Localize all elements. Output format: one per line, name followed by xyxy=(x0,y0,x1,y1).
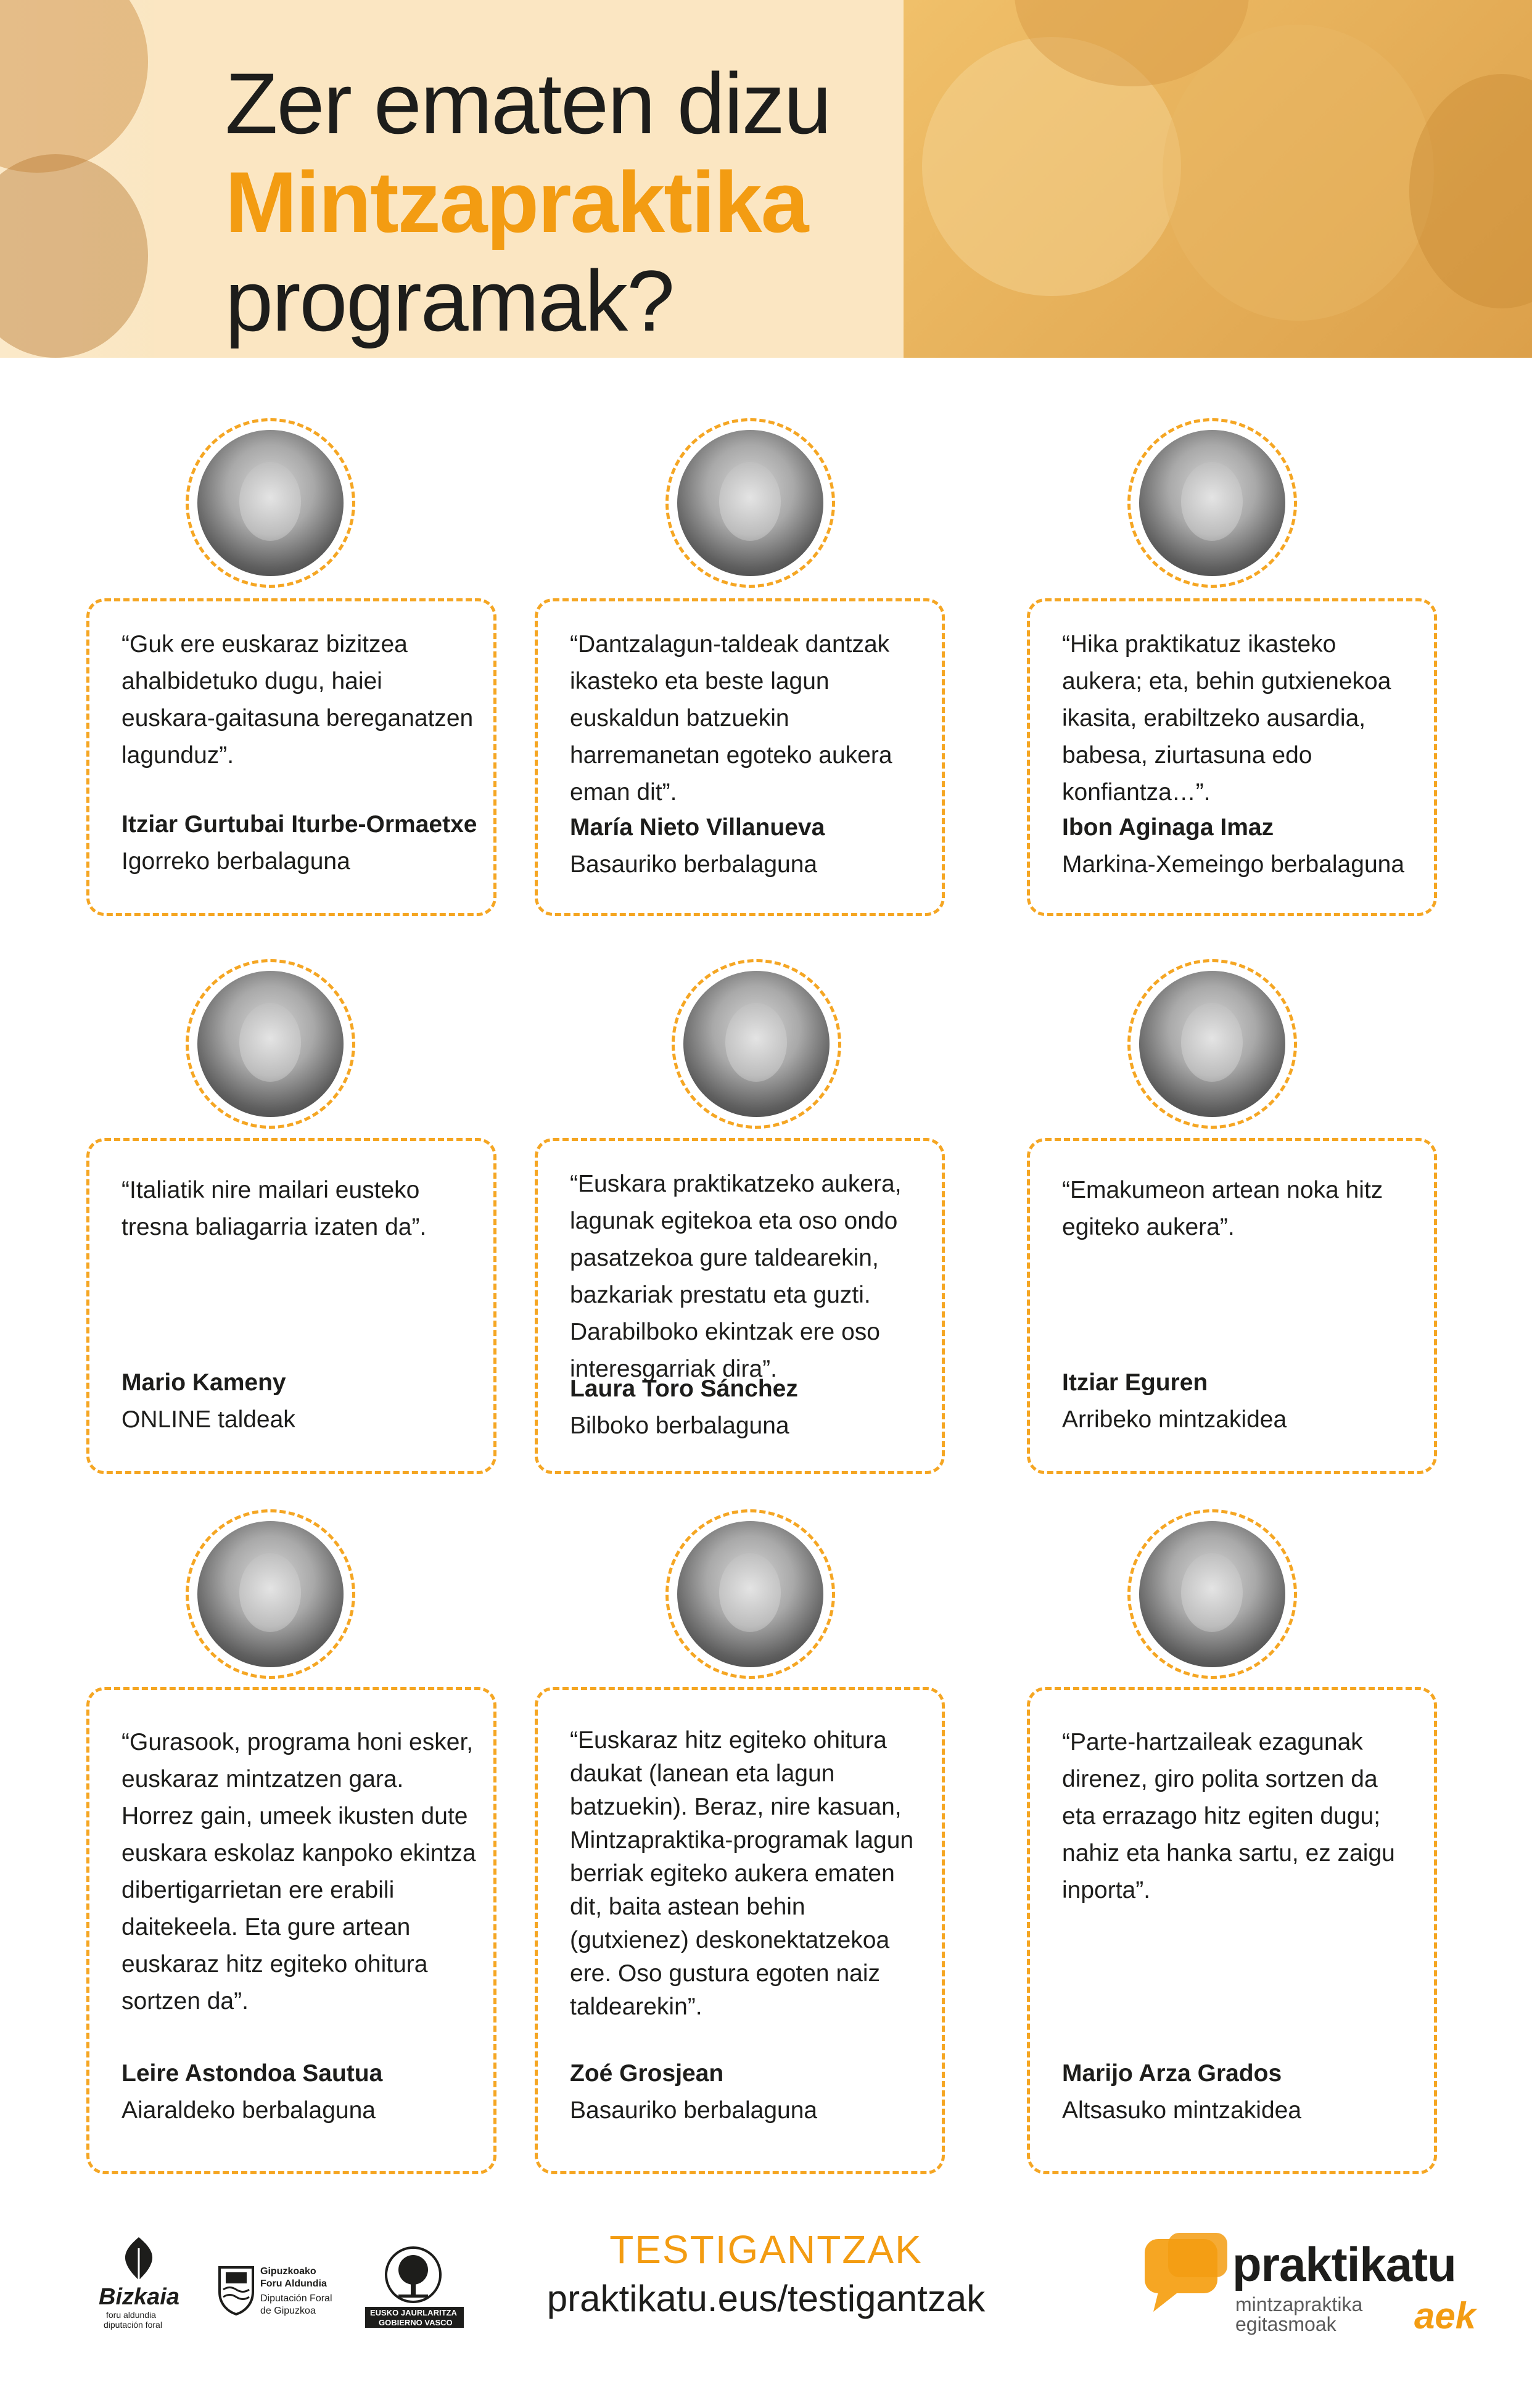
bizkaia-sub2: diputación foral xyxy=(104,2320,162,2330)
testimonial-name: Itziar Gurtubai Iturbe-Ormaetxe xyxy=(121,811,477,838)
tree-emblem-icon xyxy=(382,2245,444,2304)
bizkaia-name: Bizkaia xyxy=(99,2284,179,2310)
header-photo-collage-left xyxy=(0,0,154,358)
gipuzkoa-line2: Foru Aldundia xyxy=(260,2278,327,2289)
page-title-line1: Zer ematen dizu xyxy=(225,55,831,152)
eusko-line2: GOBIERNO VASCO xyxy=(379,2318,453,2327)
testimonial-card xyxy=(535,1138,945,1474)
avatar-zoe-grosjean xyxy=(665,1509,835,1679)
bizkaia-logo xyxy=(93,2236,185,2328)
testimonial-quote: “Hika praktikatuz ikasteko aukera; eta, behin gutxienekoa ikasita, erabiltzeko ausardia, babesa, ziurtasuna edo konfiantza…”. xyxy=(1062,631,1391,806)
testimonial-quote: “Euskara praktikatzeko aukera, lagunak egitekoa eta oso ondo pasatzekoa gure taldearekin, bazkariak prestatu eta guzti. Darabilboko ekintzak ere oso interesgarriak dira”. xyxy=(570,1171,902,1382)
testimonial-quote: “Guk ere euskaraz bizitzea ahalbidetuko dugu, haiei euskara-gaitasuna bereganatzen lagunduz”. xyxy=(121,631,474,769)
testimonial-card xyxy=(1027,1138,1437,1474)
testimonial-quote: “Euskaraz hitz egiteko ohitura daukat (lanean eta lagun batzuekin). Beraz, nire kasuan, Mintzapraktika-programak lagun berriak egiteko aukera ematen dit, baita astean behin (gutxienez) deskonektatzekoa ere. Oso gustura egoten naiz taldearekin”. xyxy=(570,1727,914,2020)
testimonial-role: Basauriko berbalaguna xyxy=(570,851,818,878)
testimonial-card xyxy=(535,598,945,916)
eusko-jaurlaritza-logo xyxy=(365,2245,464,2328)
gipuzkoa-line3: Diputación Foral xyxy=(260,2293,332,2304)
testimonial-role: Aiaraldeko berbalaguna xyxy=(121,2097,376,2124)
praktikatu-logo xyxy=(1140,2233,1476,2341)
oak-leaf-icon xyxy=(117,2236,160,2282)
gipuzkoa-logo xyxy=(217,2265,340,2327)
page-title-highlight: Mintzapraktika xyxy=(225,154,808,250)
footer-tagline: TESTIGANTZAK xyxy=(609,2227,923,2272)
praktikatu-sub1: mintzapraktika xyxy=(1235,2293,1363,2315)
testimonial-card xyxy=(1027,1687,1437,2174)
testimonial-name: Itziar Eguren xyxy=(1062,1369,1208,1396)
testimonial-name: María Nieto Villanueva xyxy=(570,814,825,841)
testimonial-role: Altsasuko mintzakidea xyxy=(1062,2097,1302,2124)
bizkaia-sub1: foru aldundia xyxy=(106,2310,156,2320)
praktikatu-sub2: egitasmoak xyxy=(1235,2313,1336,2335)
testimonial-card xyxy=(86,598,496,916)
page-title-line3: programak? xyxy=(225,252,674,349)
testimonial-card xyxy=(86,1687,496,2174)
avatar-ibon-aginaga xyxy=(1127,418,1297,588)
avatar-maria-nieto xyxy=(665,418,835,588)
avatar-leire-astondoa xyxy=(186,1509,355,1679)
gipuzkoa-line4: de Gipuzkoa xyxy=(260,2306,316,2316)
testimonial-role: Basauriko berbalaguna xyxy=(570,2097,818,2124)
gipuzkoa-line1: Gipuzkoako xyxy=(260,2266,316,2277)
avatar-itziar-gurtubai xyxy=(186,418,355,588)
testimonial-name: Mario Kameny xyxy=(121,1369,286,1396)
testimonial-role: Igorreko berbalaguna xyxy=(121,848,350,875)
testimonial-name: Zoé Grosjean xyxy=(570,2060,724,2087)
testimonial-quote: “Gurasook, programa honi esker, euskaraz mintzatzen gara. Horrez gain, umeek ikusten dute euskara eskolaz kanpoko ekintza dibertigarrietan ere erabili daitekeela. Eta gure artean euskaraz hitz egiteko ohitura sortzen da”. xyxy=(121,1729,476,2014)
testimonial-role: Markina-Xemeingo berbalaguna xyxy=(1062,851,1405,878)
title-block xyxy=(154,0,904,358)
testimonial-quote: “Italiatik nire mailari eusteko tresna baliagarria izaten da”. xyxy=(121,1177,427,1240)
avatar-laura-toro xyxy=(672,959,841,1129)
testimonial-role: Bilboko berbalaguna xyxy=(570,1412,789,1439)
testimonial-name: Leire Astondoa Sautua xyxy=(121,2060,383,2087)
avatar-itziar-eguren xyxy=(1127,959,1297,1129)
testimonial-role: Arribeko mintzakidea xyxy=(1062,1406,1287,1433)
aek-mark: aek xyxy=(1414,2295,1476,2336)
testimonial-card xyxy=(1027,598,1437,916)
footer-link[interactable]: praktikatu.eus/testigantzak xyxy=(546,2278,986,2319)
speech-bubble-icon xyxy=(1140,2233,1232,2316)
header-photo-collage-right xyxy=(904,0,1532,358)
testimonial-role: ONLINE taldeak xyxy=(121,1406,295,1433)
testimonial-quote: “Dantzalagun-taldeak dantzak ikasteko eta beste lagun euskaldun batzuekin harremanetan egoteko aukera eman dit”. xyxy=(570,631,892,806)
eusko-line1: EUSKO JAURLARITZA xyxy=(370,2308,457,2317)
testimonial-quote: “Parte-hartzaileak ezagunak direnez, giro polita sortzen da eta errazago hitz egiten dugu; nahiz eta hanka sartu, ez zaigu inporta”. xyxy=(1062,1729,1395,1903)
avatar-marijo-arza xyxy=(1127,1509,1297,1679)
testimonial-card xyxy=(535,1687,945,2174)
gipuzkoa-shield-icon xyxy=(217,2265,255,2315)
testimonial-quote: “Emakumeon artean noka hitz egiteko aukera”. xyxy=(1062,1177,1383,1240)
praktikatu-name: praktikatu xyxy=(1232,2237,1456,2291)
testimonial-name: Laura Toro Sánchez xyxy=(570,1375,798,1402)
testimonial-name: Marijo Arza Grados xyxy=(1062,2060,1282,2087)
avatar-mario-kameny xyxy=(186,959,355,1129)
testimonial-name: Ibon Aginaga Imaz xyxy=(1062,814,1274,841)
testimonial-card xyxy=(86,1138,496,1474)
